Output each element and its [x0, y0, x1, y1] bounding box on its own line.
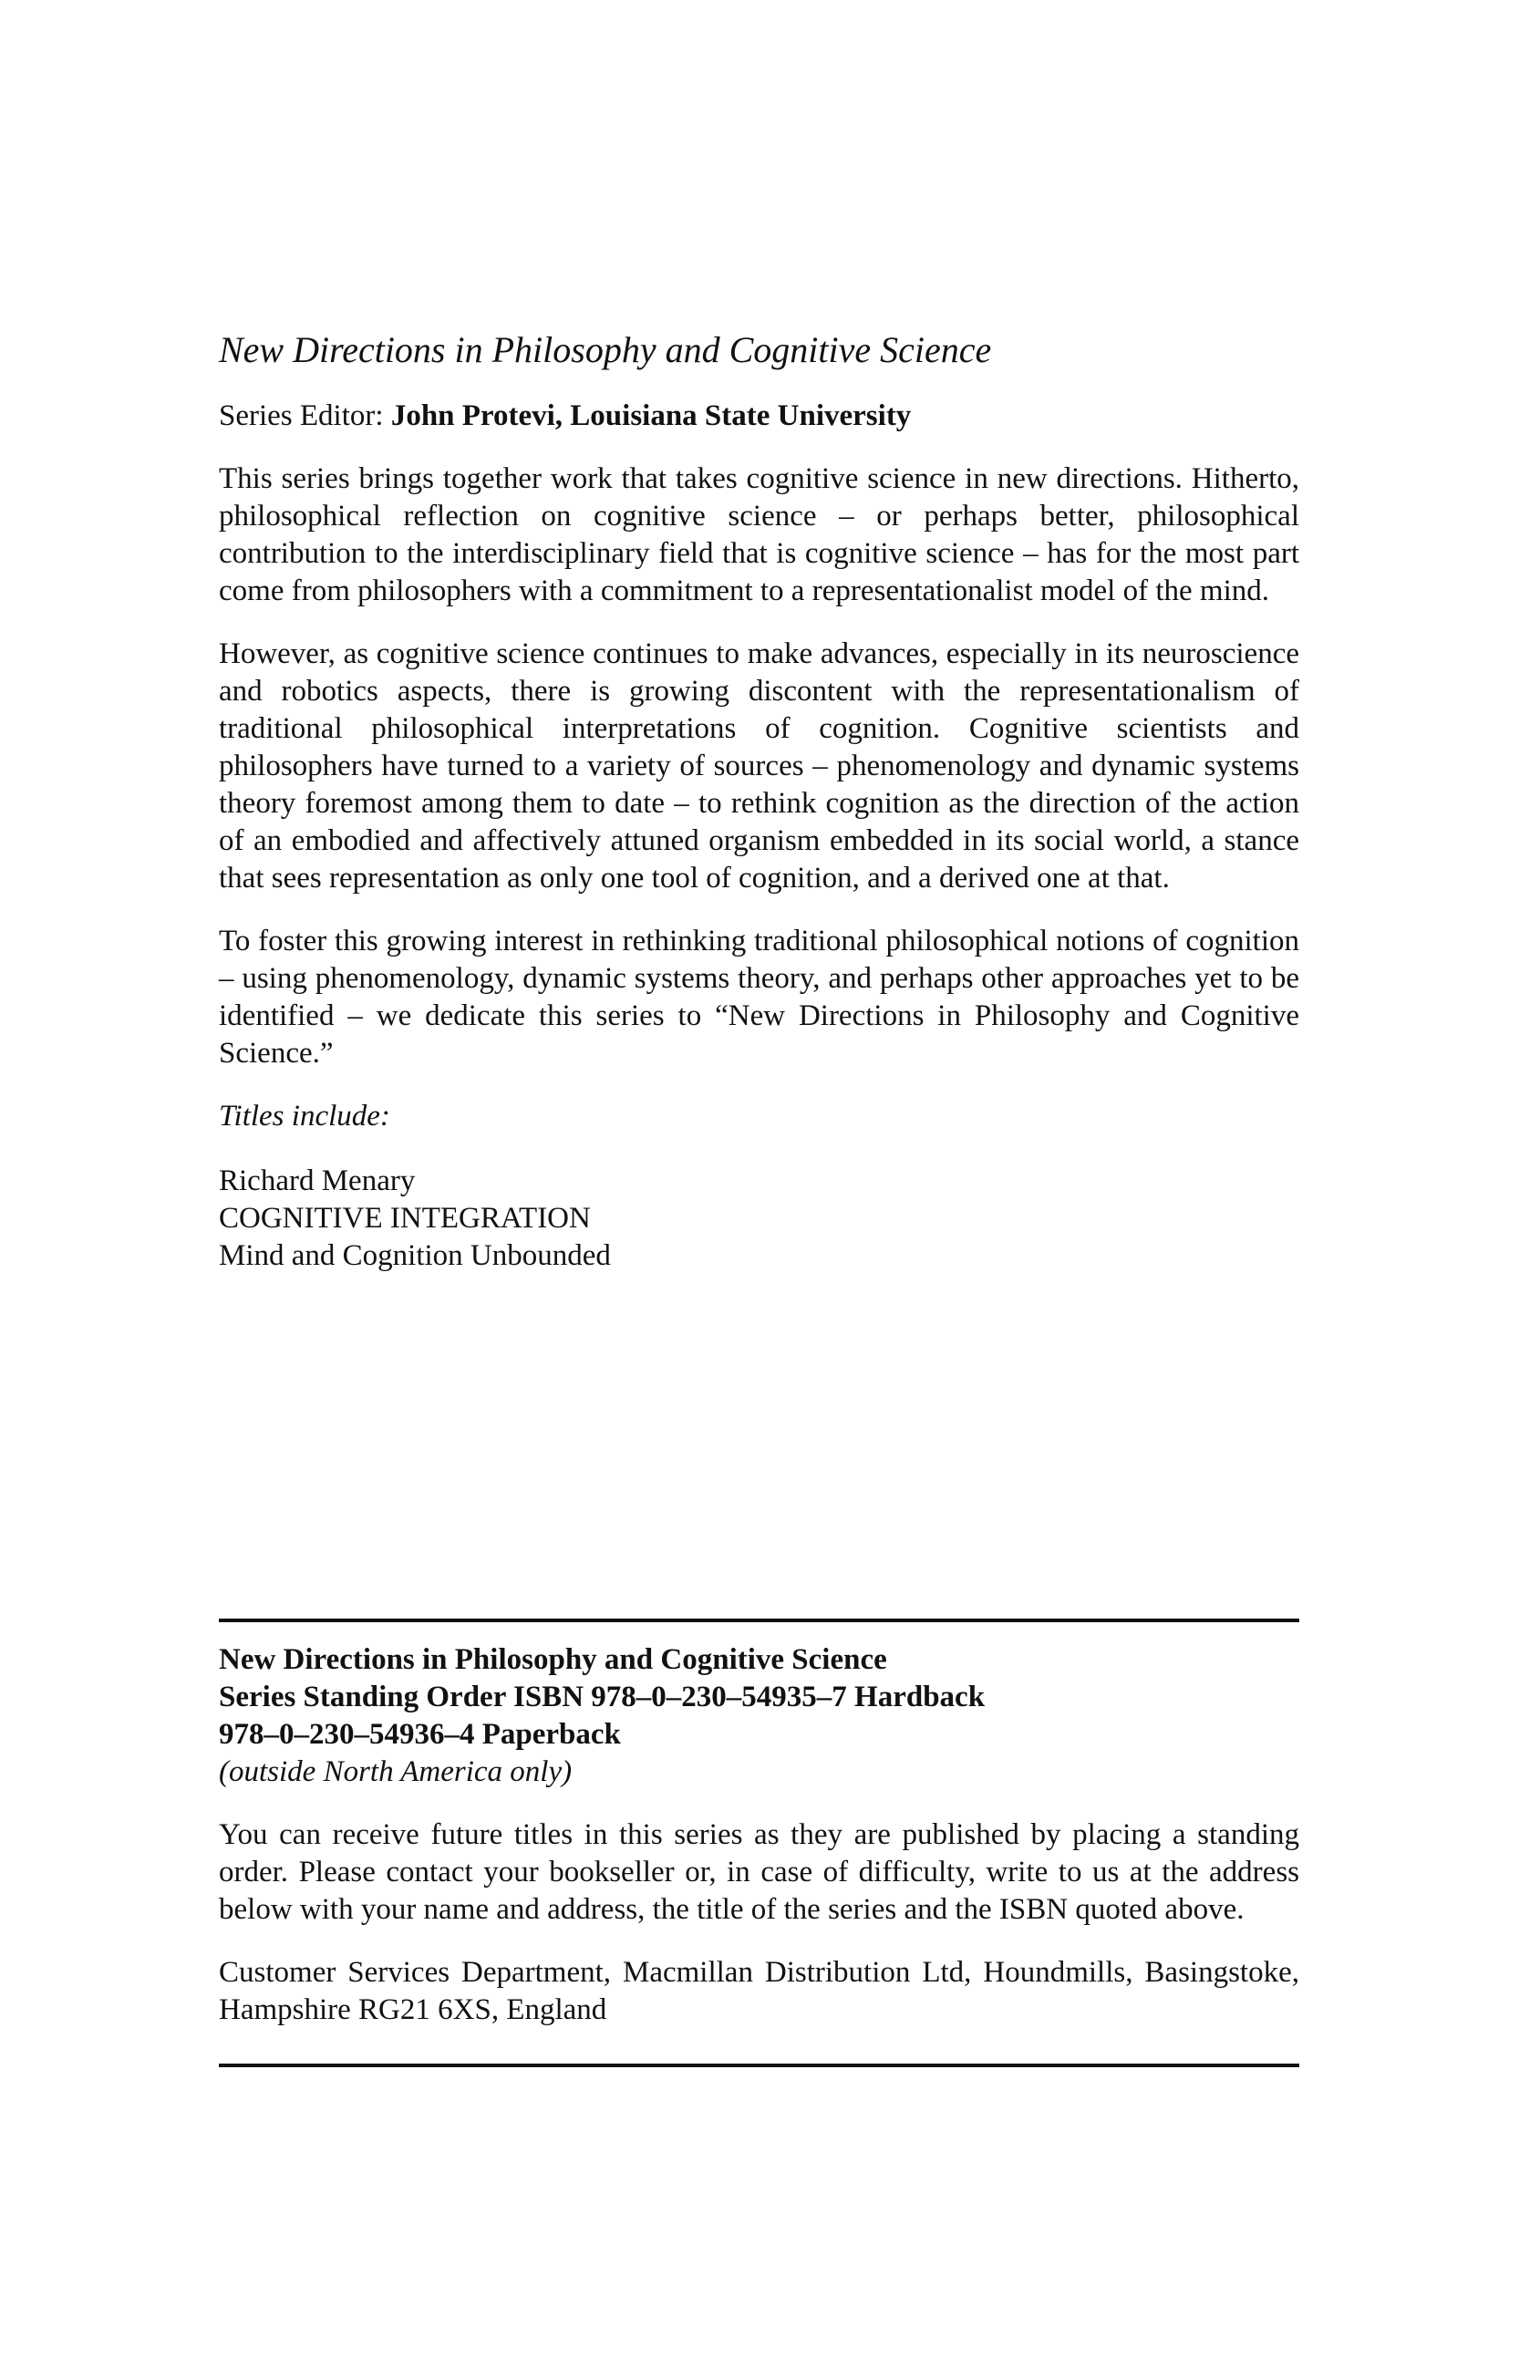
- series-editor-line: [219, 398, 1299, 435]
- series-page: [219, 328, 1299, 2026]
- title-subtitle: Mind and Cognition Unbounded: [219, 1239, 611, 1272]
- series-description-paragraph-1: This series brings together work that takes cognitive science in new directions. Hitherto, philosophical reflection on cognitive science – or perhaps better, philosophical contribution to the interdisciplinary field that is cognitive science – has for the most part come from philosophers with a commitment to a representationalist model of the mind.: [219, 462, 1299, 607]
- title-name: COGNITIVE INTEGRATION: [219, 1202, 591, 1235]
- series-description-paragraph-3: To foster this growing interest in rethinking traditional philosophical notions of cognition – using phenomenology, dynamic systems theory, and perhaps other approaches yet to be identified – we dedicate this series to “New Directions in Philosophy and Cognitive Science.”: [219, 925, 1299, 1070]
- standing-order-paperback-isbn: 978–0–230–54936–4 Paperback: [219, 1718, 621, 1751]
- customer-services-address: Customer Services Department, Macmillan Distribution Ltd, Houndmills, Basingstoke, Hampshire RG21 6XS, England: [219, 1956, 1299, 2026]
- series-title: New Directions in Philosophy and Cognitive Science: [219, 329, 992, 370]
- series-editor-name: John Protevi, Louisiana State University: [390, 399, 912, 432]
- standing-order-region-note: (outside North America only): [219, 1755, 573, 1788]
- series-editor-label: Series Editor:: [219, 399, 391, 432]
- standing-order-section: [219, 1641, 1299, 2054]
- standing-order-series-title: New Directions in Philosophy and Cognitive Science: [219, 1643, 887, 1676]
- bottom-rule-divider: [219, 2064, 1299, 2067]
- title-entry: [219, 1163, 1299, 1275]
- top-rule-divider: [219, 1619, 1299, 1622]
- series-description-paragraph-2: However, as cognitive science continues to make advances, especially in its neuroscience and robotics aspects, there is growing discontent with the representationalism of traditional philosophical interpretations of cognition. Cognitive scientists and philosophers have turned to a variety of sources – phenomenology and dynamic systems theory foremost among them to date – to rethink cognition as the direction of the action of an embodied and affectively attuned organism embedded in its social world, a stance that sees representation as only one tool of cognition, and a derived one at that.: [219, 637, 1299, 895]
- titles-include-label: Titles include:: [219, 1100, 390, 1133]
- title-author: Richard Menary: [219, 1164, 416, 1197]
- standing-order-hardback-isbn: Series Standing Order ISBN 978–0–230–54935–7 Hardback: [219, 1681, 986, 1713]
- standing-order-paragraph: You can receive future titles in this series as they are published by placing a standing order. Please contact your bookseller or, in case of difficulty, write to us at the address below with your name and address, the title of the series and the ISBN quoted above.: [219, 1818, 1299, 1926]
